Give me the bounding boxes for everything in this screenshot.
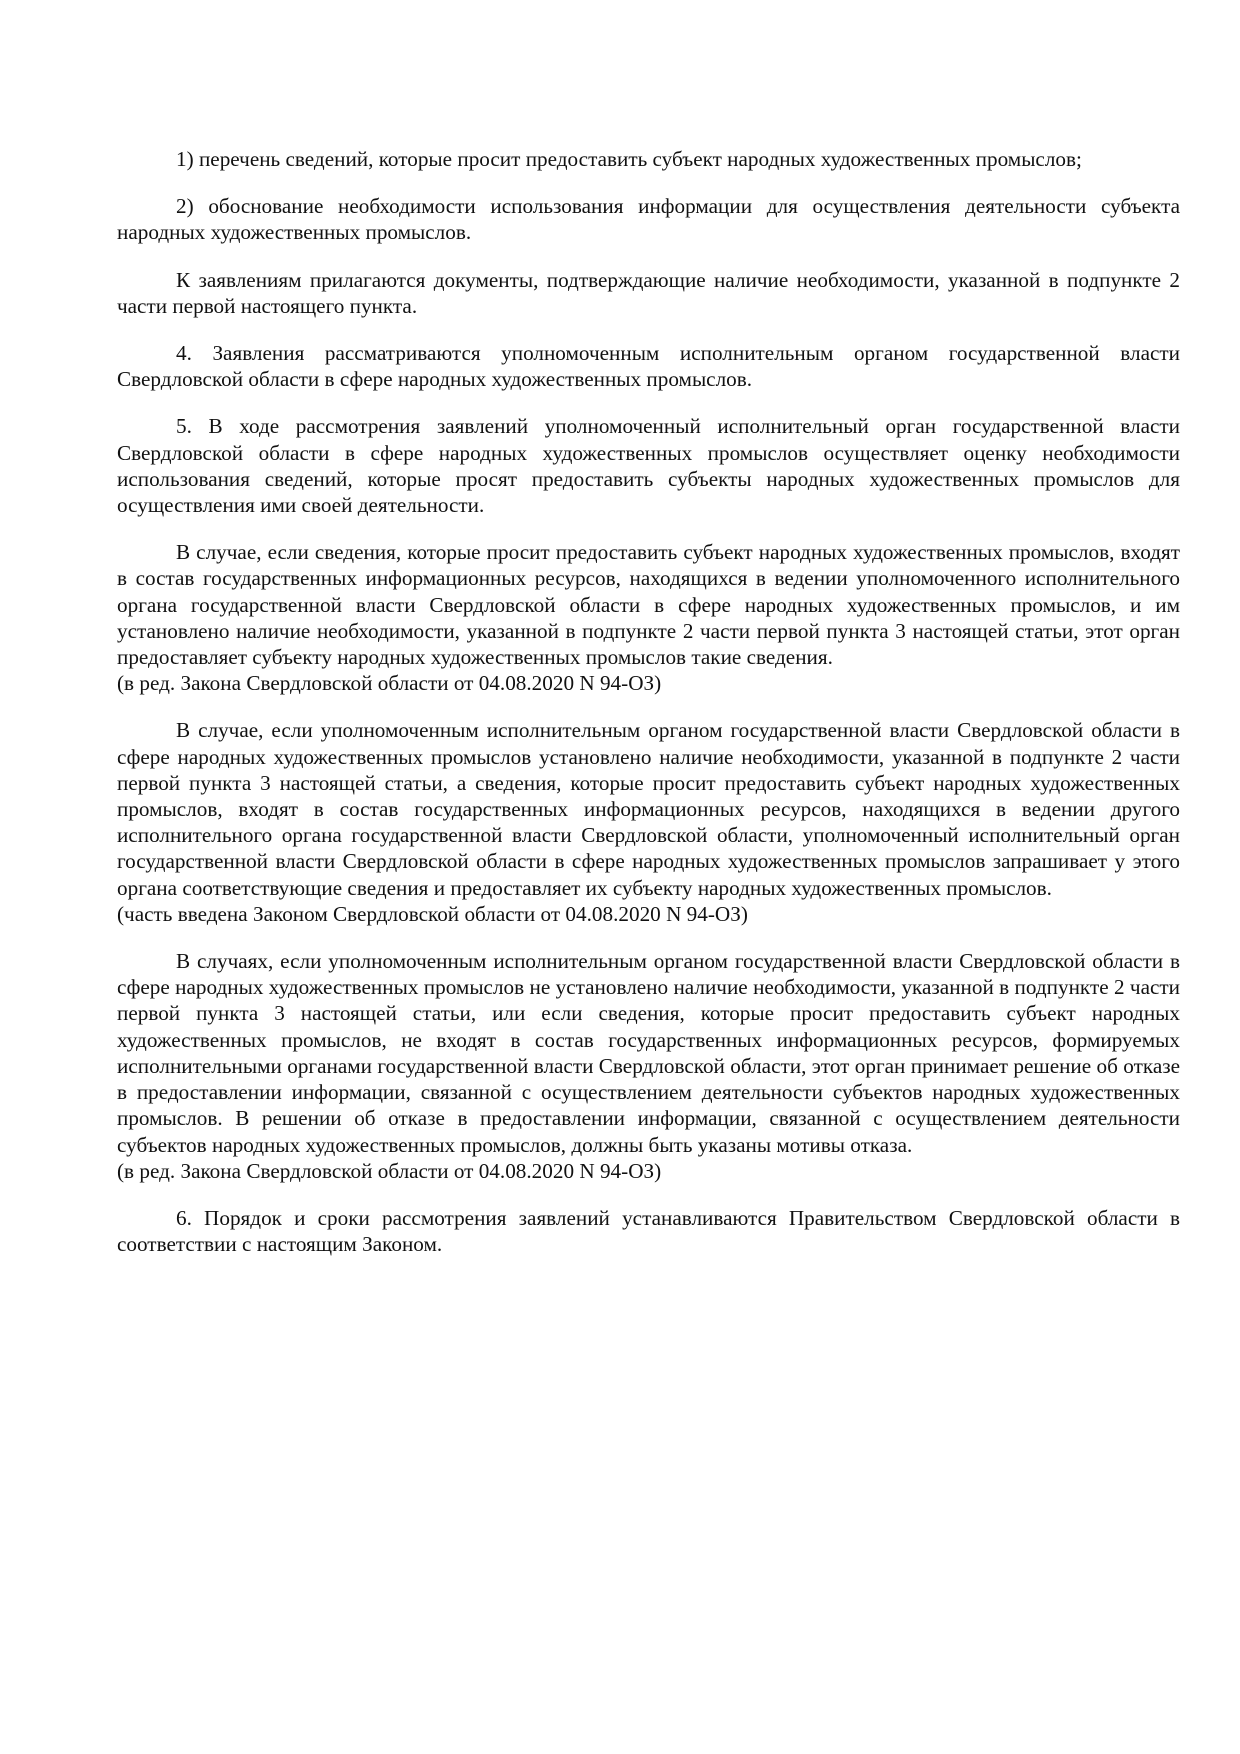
paragraph-text: 4. Заявления рассматриваются уполномоченным исполнительным органом государственной власти Свердловской области в сфере народных художественных промыслов. — [117, 341, 1180, 392]
amendment-note: (часть введена Законом Свердловской области от 04.08.2020 N 94-ОЗ) — [117, 901, 748, 926]
paragraph-text: В случае, если сведения, которые просит предоставить субъект народных художественных промыслов, входят в состав государственных информационных ресурсов, находящихся в ведении уполномоченного исполнительного органа государственной власти Свердловской области в сфере народных художественных промыслов, и им установлено наличие необходимости, указанной в подпункте 2 части первой пункта 3 настоящей статьи, этот орган предоставляет субъекту народных художественных промыслов такие сведения. — [117, 540, 1180, 670]
list-item-1-info-list — [117, 146, 1180, 172]
paragraph-text: 2) обоснование необходимости использования информации для осуществления деятельности субъекта народных художественных промыслов. — [117, 194, 1180, 245]
paragraph-text: 6. Порядок и сроки рассмотрения заявлений устанавливаются Правительством Свердловской области в соответствии с настоящим Законом. — [117, 1205, 1180, 1257]
paragraph-text: 1) перечень сведений, которые просит предоставить субъект народных художественных промыслов; — [176, 147, 1082, 171]
paragraph-text: 5. В ходе рассмотрения заявлений уполномоченный исполнительный орган государственной власти Свердловской области в сфере народных художественных промыслов осуществляет оценку необходимости использования сведений, которые просят предоставить субъекты народных художественных промыслов для осуществления ими своей деятельности. — [117, 414, 1180, 518]
paragraph-clause-5 — [117, 413, 1180, 518]
paragraph-text: К заявлениям прилагаются документы, подтверждающие наличие необходимости, указанной в подпункте 2 части первой настоящего пункта. — [117, 267, 1180, 318]
paragraph-case-other-organ — [117, 717, 1180, 927]
amendment-note: (в ред. Закона Свердловской области от 04.08.2020 N 94-ОЗ) — [117, 671, 662, 696]
paragraph-text: В случаях, если уполномоченным исполнительным органом государственной власти Свердловской области в сфере народных художественных промыслов не установлено наличие необходимости, указанной в подпункте 2 части первой пункта 3 настоящей статьи, или если сведения, которые просит предоставить субъект народных художественных промыслов, не входят в состав государственных информационных ресурсов, формируемых исполнительными органами государственной власти Свердловской области, этот орган принимает решение об отказе в предоставлении информации, связанной с осуществлением деятельности субъектов народных художественных промыслов. В решении об отказе в предоставлении информации, связанной с осуществлением деятельности субъектов народных художественных промыслов, должны быть указаны мотивы отказа. — [117, 949, 1180, 1157]
paragraph-text: В случае, если уполномоченным исполнительным органом государственной власти Свердловской области в сфере народных художественных промыслов установлено наличие необходимости, указанной в подпункте 2 части первой пункта 3 настоящей статьи, а сведения, которые просит предоставить субъект народных художественных промыслов, входят в состав государственных информационных ресурсов, находящихся в ведении другого исполнительного органа государственной власти Свердловской области, уполномоченный исполнительный орган государственной власти Свердловской области в сфере народных художественных промыслов запрашивает у этого органа соответствующие сведения и предоставляет их субъекту народных художественных промыслов. — [117, 718, 1180, 900]
paragraph-clause-4 — [117, 340, 1180, 392]
paragraph-clause-6 — [117, 1205, 1180, 1257]
list-item-2-justification — [117, 193, 1180, 245]
paragraph-case-refusal — [117, 948, 1180, 1184]
document-page — [117, 146, 1180, 1278]
paragraph-attachments — [117, 267, 1180, 319]
amendment-note: (в ред. Закона Свердловской области от 04.08.2020 N 94-ОЗ) — [117, 1158, 662, 1183]
paragraph-case-own-resources — [117, 539, 1180, 696]
